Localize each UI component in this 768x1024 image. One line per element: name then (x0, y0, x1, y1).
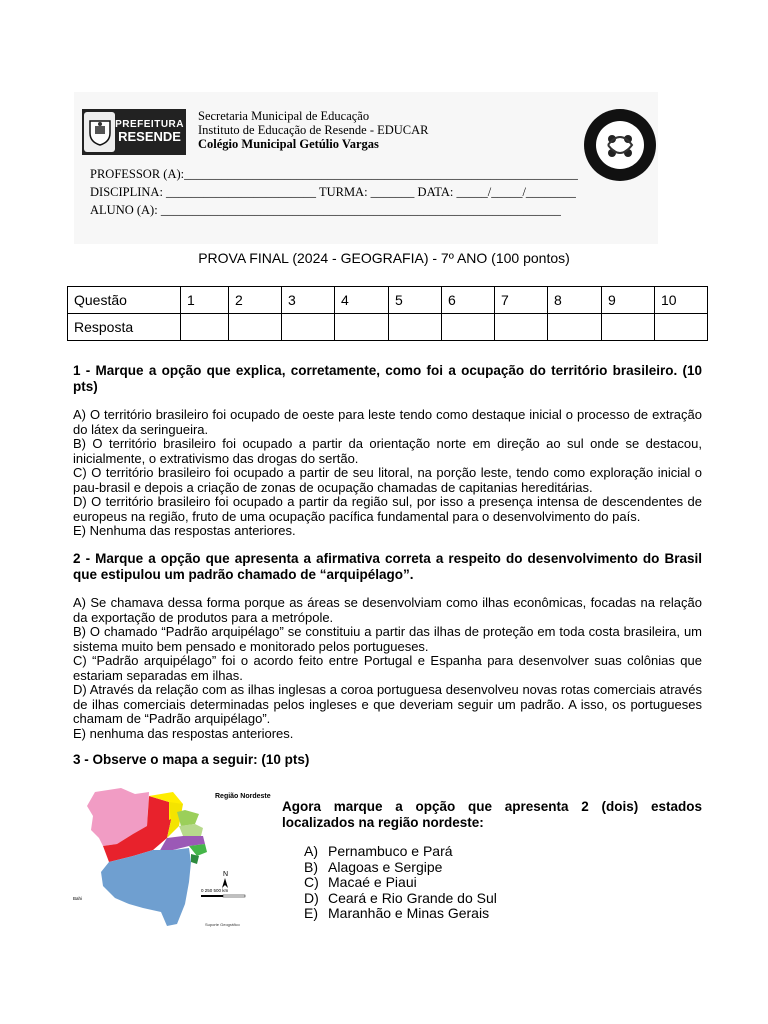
q1-option-d[interactable]: D) O território brasileiro foi ocupado a partir da região sul, por isso a presença intensa de descendentes de europeus na região, fruto de uma ocupação pacífica fundamental para o desenvolvimento do país. (73, 494, 702, 524)
question-number: 6 (442, 287, 495, 314)
map-source: Suporte Geográfico (205, 922, 240, 927)
q3-choice-c[interactable] (304, 875, 497, 891)
answer-cell[interactable] (602, 314, 655, 341)
answer-cell[interactable] (282, 314, 335, 341)
choice-letter: A) (304, 843, 318, 859)
question-1-title: 1 - Marque a opção que explica, corretamente, como foi a ocupação do território brasileiro. (10 pts) (73, 363, 702, 394)
question-3-choices (304, 844, 497, 922)
choice-text: Ceará e Rio Grande do Sul (328, 889, 497, 906)
question-3-prompt: Agora marque a opção que apresenta 2 (dois) estados localizados na região nordeste: (282, 799, 702, 830)
choice-letter: C) (304, 874, 319, 890)
q2-option-d[interactable]: D) Através da relação com as ilhas inglesas a coroa portuguesa desenvolveu novas rotas comerciais através de ilhas comerciais determinadas pelos ingleses e que deveriam seguir um padrão. A isso, os portugueses chamam de “Padrão arquipélago”. (73, 682, 702, 726)
question-number: 9 (602, 287, 655, 314)
choice-text: Alagoas e Sergipe (328, 858, 443, 875)
map-state-paraiba (179, 824, 203, 836)
question-row (68, 287, 708, 314)
answer-row (68, 314, 708, 341)
institution-info (198, 109, 429, 151)
q1-option-e[interactable]: E) Nenhuma das respostas anteriores. (73, 523, 296, 538)
answer-cell[interactable] (389, 314, 442, 341)
q2-option-a[interactable]: A) Se chamava dessa forma porque as áreas se desenvolviam como ilhas econômicas, focadas na relação da exportação de produtos para a metrópole. (73, 595, 702, 625)
question-number: 7 (495, 287, 548, 314)
question-number: 4 (335, 287, 389, 314)
question-3 (73, 752, 702, 768)
q1-option-b[interactable]: B) O território brasileiro foi ocupado a partir da orientação norte em direção ao sul onde se destacou, inicialmente, o extrativismo das drogas do sertão. (73, 436, 702, 466)
logo-line2: RESENDE (118, 129, 181, 145)
q1-option-c[interactable]: C) O território brasileiro foi ocupado a partir de seu litoral, na porção leste, tendo como exploração inicial o pau-brasil e depois a criação de zonas de ocupação chamadas de capitanias hereditárias. (73, 465, 702, 495)
question-number: 2 (229, 287, 282, 314)
aluno-line[interactable]: ALUNO (A): ________________________________________________________________ (90, 203, 561, 217)
map-side-label: Bahi (73, 896, 83, 901)
map-scale-bar (201, 895, 223, 897)
choice-letter: B) (304, 858, 318, 875)
q1-option-a[interactable]: A) O território brasileiro foi ocupado de oeste para leste tendo como destaque inicial o processo de extração do látex da seringueira. (73, 407, 702, 437)
map-state-rio-grande-do-norte (177, 810, 199, 826)
choice-text: Maranhão e Minas Gerais (328, 905, 490, 921)
question-1 (73, 363, 702, 539)
choice-letter: E) (304, 905, 318, 921)
q3-choice-e[interactable] (304, 906, 497, 922)
logo-line1: PREFEITURA (115, 118, 184, 130)
map-scale-bar (223, 895, 245, 897)
answer-cell[interactable] (495, 314, 548, 341)
student-info-form (90, 165, 578, 219)
q3-choice-b[interactable] (304, 860, 497, 876)
school-seal-icon (582, 107, 658, 183)
north-arrow-icon (222, 878, 228, 888)
map-north-label: N (223, 871, 229, 878)
question-2 (73, 551, 702, 741)
question-number: 5 (389, 287, 442, 314)
northeast-region-map (73, 786, 271, 928)
question-number: 3 (282, 287, 335, 314)
answer-cell[interactable] (442, 314, 495, 341)
instituto-text: Instituto de Educação de Resende - EDUCAR (198, 123, 429, 137)
answer-cell[interactable] (181, 314, 229, 341)
questao-label: Questão (68, 287, 181, 314)
question-3-title: 3 - Observe o mapa a seguir: (10 pts) (73, 752, 310, 767)
exam-title: PROVA FINAL (2024 - GEOGRAFIA) - 7º ANO (100 pontos) (198, 250, 570, 266)
choice-text: Macaé e Piaui (328, 874, 417, 890)
disciplina-line[interactable]: DISCIPLINA: ________________________ TURMA: _______ DATA: _____/_____/________ (90, 185, 576, 199)
answer-cell[interactable] (548, 314, 602, 341)
map-title: Região Nordeste (215, 793, 271, 800)
answer-table (67, 286, 708, 341)
question-number: 8 (548, 287, 602, 314)
q3-choice-a[interactable] (304, 844, 497, 860)
q2-option-e[interactable]: E) nenhuma das respostas anteriores. (73, 725, 294, 741)
choice-letter: D) (304, 889, 319, 906)
question-number: 10 (655, 287, 708, 314)
answer-cell[interactable] (335, 314, 389, 341)
q2-option-b[interactable]: B) O chamado “Padrão arquipélago” se constituiu a partir das ilhas de proteção em toda costa brasileira, um sistema muito bem pensado e monitorado pelos portugueses. (73, 624, 702, 654)
question-2-title: 2 - Marque a opção que apresenta a afirmativa correta a respeito do desenvolvimento do Brasil que estipulou um padrão chamado de “arquipélago”. (73, 551, 702, 582)
answer-cell[interactable] (229, 314, 282, 341)
resposta-label: Resposta (68, 314, 181, 341)
prefeitura-logo (82, 109, 186, 155)
secretaria-text: Secretaria Municipal de Educação (198, 109, 370, 123)
choice-text: Pernambuco e Pará (328, 843, 453, 859)
answer-cell[interactable] (655, 314, 708, 341)
q3-choice-d[interactable] (304, 891, 497, 907)
colegio-text: Colégio Municipal Getúlio Vargas (198, 137, 379, 151)
professor-line[interactable]: PROFESSOR (A):_______________________________________________________________ (90, 167, 578, 181)
school-header (74, 92, 658, 244)
question-number: 1 (181, 287, 229, 314)
q2-option-c[interactable]: C) “Padrão arquipélago” foi o acordo feito entre Portugal e Espanha para desenvolver suas colônias que estariam separadas em ilhas. (73, 653, 702, 683)
coat-of-arms-icon (84, 112, 115, 152)
map-scale-label: 0 250 500 km (201, 888, 229, 893)
